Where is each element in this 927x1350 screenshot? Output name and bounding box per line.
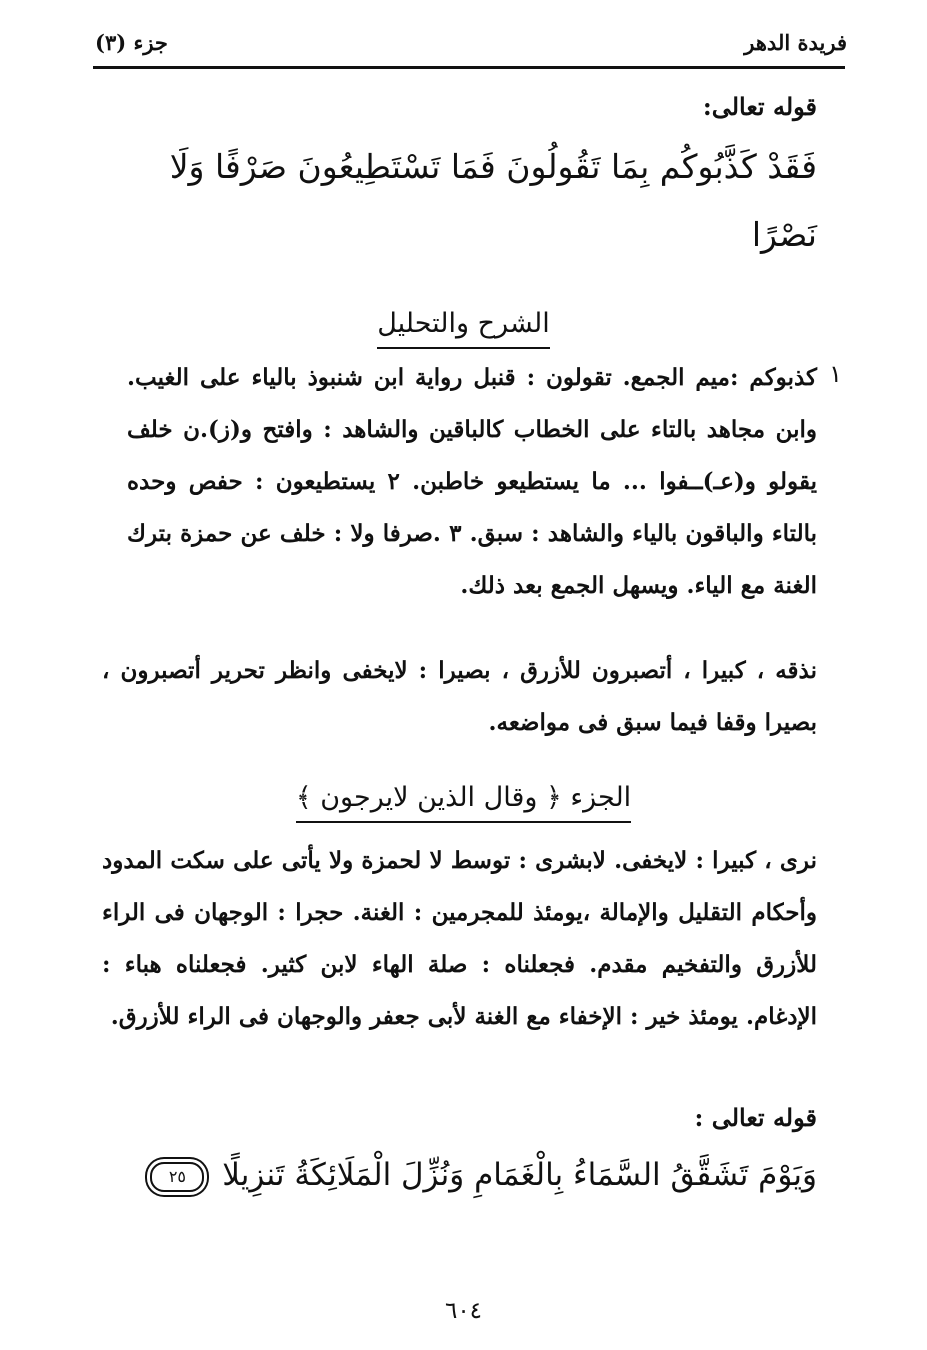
explanation-paragraph: كذبوكم :ميم الجمع. تقولون : قنبل رواية ابن شنبوذ بالياء على الغيب. وابن مجاهد بالتاء على الخطاب كالباقين والشاهد : وافتح و(ز).ن خلف يقولو و(عـ)ــفوا ... ما يستطيعو خاطبن. ٢ يستطيعون : حفص وحده بالتاء والباقون بالياء والشاهد : سبق. ٣ .صرفا ولا : خلف عن حمزة بترك الغنة مع الياء. ويسهل الجمع بعد ذلك. bbox=[127, 364, 818, 599]
page-number: ٦٠٤ bbox=[444, 1298, 483, 1324]
verse-intro-2: قوله تعالى : bbox=[694, 1103, 817, 1132]
part-paragraph: نرى ، كبيرا : لايخفى. لابشرى : توسط لا لحمزة ولا يأتى على سكت المدود وأحكام التقليل والإمالة ،يومئذ للمجرمين : الغنة. حجرا : الوجهان فى الراء للأزرق والتفخيم مقدم. فجعلناه : صلة الهاء لابن كثير. فجعلناه هباء : الإدغام. يومئذ خير : الإخفاء مع الغنة لأبى جعفر والوجهان فى الراء للأزرق. bbox=[102, 847, 817, 1030]
part-label: جزء (٣) bbox=[95, 29, 168, 55]
note-paragraph: نذقه ، كبيرا ، أتصبرون للأزرق ، بصيرا : لايخفى وانظر تحرير أتصبرون ، بصيرا وقفا فيما سبق فى مواضعه. bbox=[102, 657, 817, 736]
part-heading-text: الجزء ﴿ وقال الذين لايرجون ﴾ bbox=[296, 782, 631, 823]
header-rule bbox=[93, 66, 845, 69]
quran-verse-2 bbox=[150, 1140, 817, 1210]
section-heading bbox=[0, 308, 927, 349]
book-title: فريدة الدهر bbox=[744, 29, 847, 55]
ayah-number-mark: ٢٥ bbox=[150, 1162, 204, 1192]
verse-intro: قوله تعالى: bbox=[702, 92, 817, 121]
heading-text: الشرح والتحليل bbox=[377, 308, 550, 349]
note-number: ١ bbox=[829, 360, 842, 388]
running-header bbox=[95, 22, 847, 62]
part-heading bbox=[0, 782, 927, 823]
quran-verse-line-1: فَقَدْ كَذَّبُوكُم بِمَا تَقُولُونَ فَمَا تَسْتَطِيعُونَ صَرْفًا وَلَا bbox=[169, 147, 817, 186]
quran-verse-line-2: نَصْرًا bbox=[751, 215, 817, 254]
quran-verse-2-text: وَيَوْمَ تَشَقَّقُ السَّمَاءُ بِالْغَمَامِ وَنُزِّلَ الْمَلَائِكَةُ تَنزِيلًا bbox=[222, 1157, 817, 1193]
